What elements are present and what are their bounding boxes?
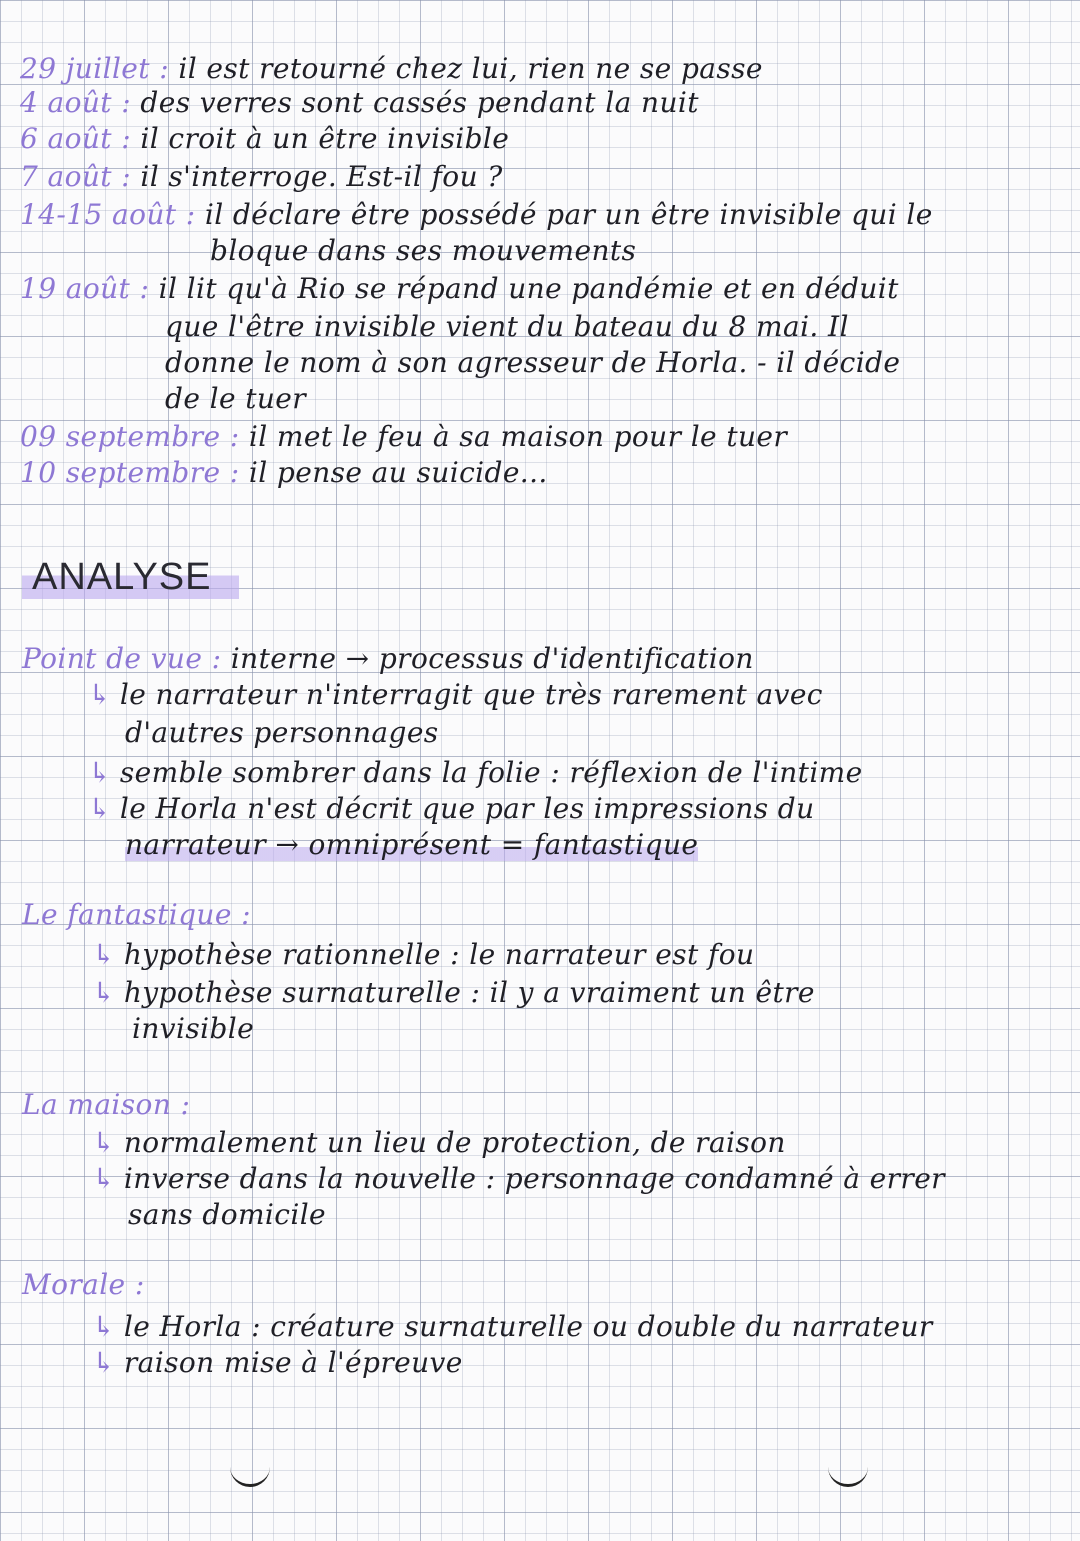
list-item: ↳ inverse dans la nouvelle : personnage condamné à errer [92, 1162, 945, 1195]
list-item-continuation: narrateur → omniprésent = fantastique [125, 828, 699, 861]
timeline-date: 7 août : [20, 160, 132, 193]
fantastique-heading: Le fantastique : [22, 898, 251, 931]
timeline-text: il lit qu'à Rio se répand une pandémie et en déduit [158, 272, 899, 305]
list-item-continuation: invisible [132, 1012, 255, 1045]
arrow-icon: ↳ [88, 756, 112, 789]
timeline-entry [20, 86, 699, 119]
section-title: ANALYSE [22, 556, 239, 599]
list-item: ↳ semble sombrer dans la folie : réflexion de l'intime [88, 756, 863, 789]
arrow-icon: ↳ [88, 678, 112, 711]
timeline-continuation: que l'être invisible vient du bateau du 8 mai. Il [165, 310, 849, 343]
timeline-entry [20, 160, 503, 193]
timeline-entry [20, 122, 509, 155]
timeline-date: 4 août : [20, 86, 132, 119]
arrow-icon: ↳ [92, 1310, 116, 1343]
arrow-icon: ↳ [92, 1162, 116, 1195]
maison-heading: La maison : [22, 1088, 191, 1121]
timeline-text: il déclare être possédé par un être invisible qui le [204, 198, 933, 231]
timeline-date: 14-15 août : [20, 198, 196, 231]
list-item: ↳ hypothèse rationnelle : le narrateur est fou [92, 938, 755, 971]
timeline-date: 6 août : [20, 122, 132, 155]
arrow-icon: ↳ [88, 792, 112, 825]
list-item: ↳ normalement un lieu de protection, de raison [92, 1126, 786, 1159]
point-de-vue-intro: interne → processus d'identification [230, 642, 754, 675]
timeline-date: 29 juillet : [20, 52, 170, 85]
arrow-icon: ↳ [92, 938, 116, 971]
arrow-icon: ↳ [92, 1126, 116, 1159]
timeline-entry [20, 272, 899, 305]
binder-hole-mark [230, 1462, 270, 1487]
point-de-vue-heading-line [22, 642, 754, 675]
timeline-entry [20, 456, 548, 489]
arrow-icon: ↳ [92, 976, 116, 1009]
binder-hole-mark [828, 1462, 868, 1487]
timeline-continuation: de le tuer [165, 382, 307, 415]
timeline-date: 19 août : [20, 272, 150, 305]
list-item: ↳ raison mise à l'épreuve [92, 1346, 463, 1379]
timeline-date: 09 septembre : [20, 420, 240, 453]
timeline-text: il s'interroge. Est-il fou ? [140, 160, 503, 193]
timeline-text: il pense au suicide... [248, 456, 548, 489]
list-item: ↳ le Horla : créature surnaturelle ou double du narrateur [92, 1310, 933, 1343]
list-item: ↳ hypothèse surnaturelle : il y a vraiment un être [92, 976, 815, 1009]
timeline-continuation: bloque dans ses mouvements [210, 234, 637, 267]
list-item: ↳ le narrateur n'interragit que très rarement avec [88, 678, 823, 711]
timeline-entry [20, 198, 933, 231]
list-item: ↳ le Horla n'est décrit que par les impressions du [88, 792, 815, 825]
timeline-text: des verres sont cassés pendant la nuit [140, 86, 699, 119]
timeline-date: 10 septembre : [20, 456, 240, 489]
timeline-continuation: donne le nom à son agresseur de Horla. - il décide [165, 346, 901, 379]
morale-heading: Morale : [22, 1268, 145, 1301]
timeline-text: il est retourné chez lui, rien ne se passe [178, 52, 763, 85]
list-item-continuation: sans domicile [128, 1198, 327, 1231]
timeline-text: il met le feu à sa maison pour le tuer [248, 420, 788, 453]
timeline-entry [20, 52, 763, 85]
timeline-text: il croit à un être invisible [140, 122, 510, 155]
point-de-vue-heading: Point de vue : [22, 642, 222, 675]
list-item-continuation: d'autres personnages [125, 716, 439, 749]
arrow-icon: ↳ [92, 1346, 116, 1379]
timeline-entry [20, 420, 787, 453]
